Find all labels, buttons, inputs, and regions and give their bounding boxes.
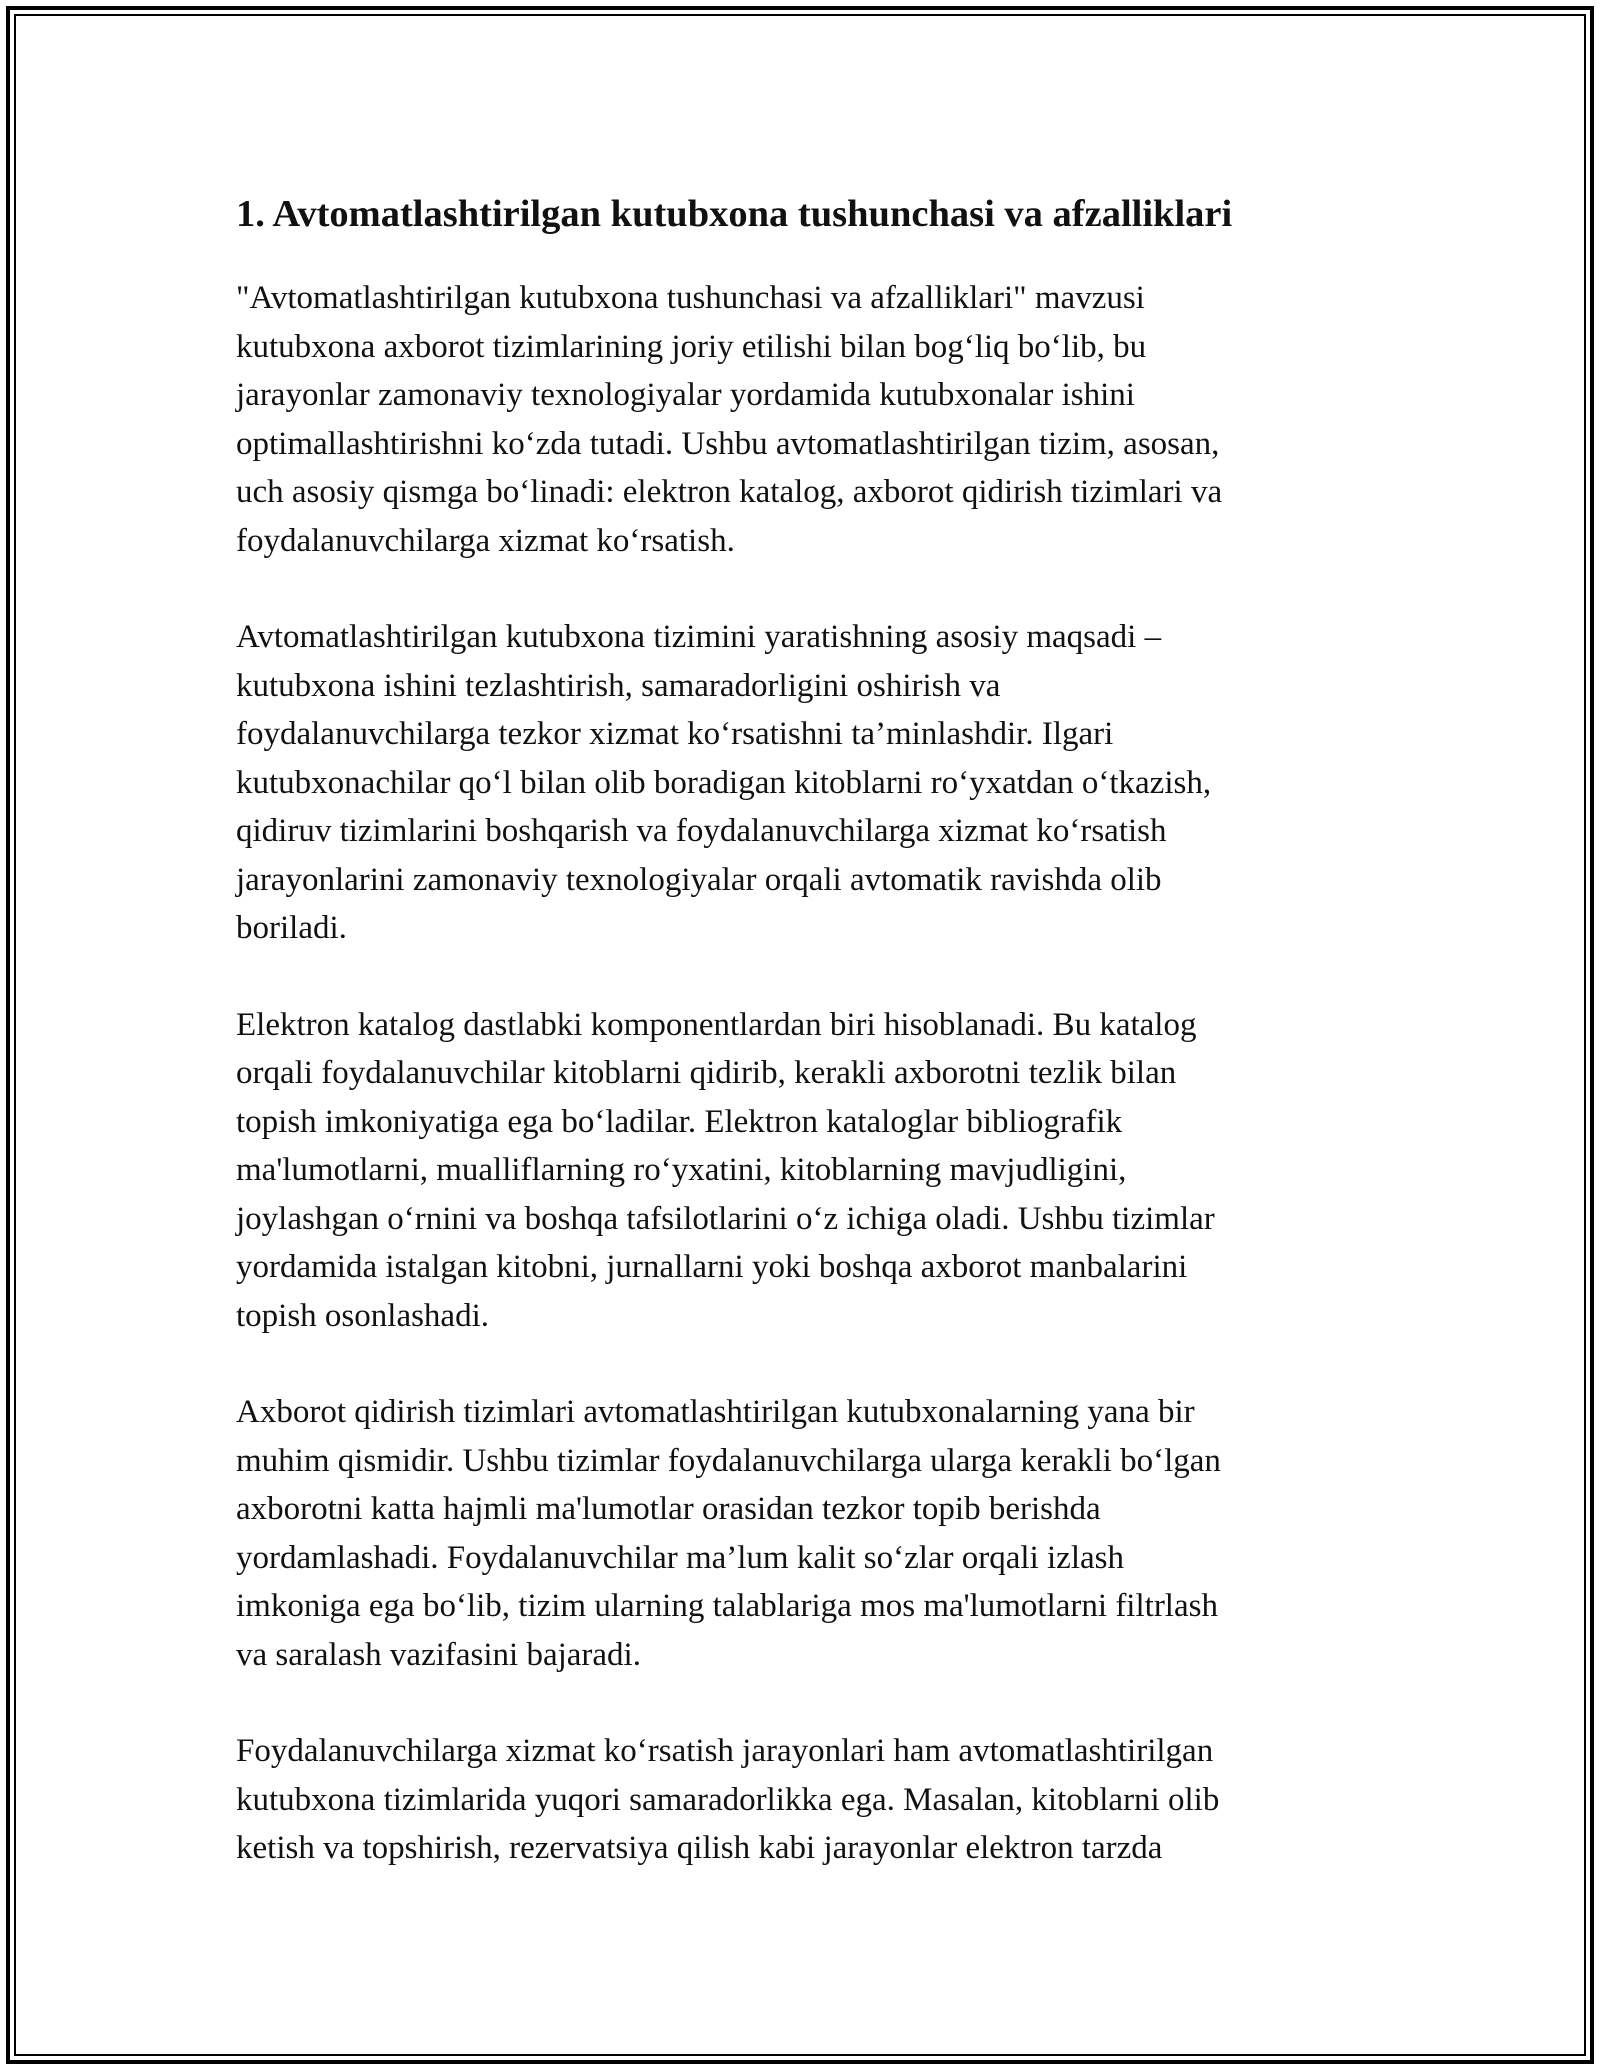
paragraph — [236, 274, 1376, 565]
document-body — [236, 186, 1376, 1921]
text-line: topish osonlashadi. — [236, 1297, 489, 1334]
text-line: Avtomatlashtirilgan kutubxona tizimini yaratishning asosiy maqsadi – — [236, 619, 1162, 655]
text-line: uch asosiy qismga bo‘linadi: elektron katalog, axborot qidirish tizimlari va — [236, 474, 1223, 510]
text-line: muhim qismidir. Ushbu tizimlar foydalanuvchilarga ularga kerakli bo‘lgan — [236, 1442, 1221, 1479]
text-line: Axborot qidirish tizimlari avtomatlashtirilgan kutubxonalarning yana bir — [236, 1394, 1195, 1430]
text-line: topish imkoniyatiga ega bo‘ladilar. Elektron kataloglar bibliografik — [236, 1103, 1123, 1140]
paragraph-list — [236, 274, 1376, 1873]
text-line: ketish va topshirish, rezervatsiya qilish kabi jarayonlar elektron tarzda — [236, 1830, 1163, 1866]
text-line: ma'lumotlarni, mualliflarning ro‘yxatini, kitoblarning mavjudligini, — [236, 1152, 1127, 1188]
text-line: jarayonlar zamonaviy texnologiyalar yordamida kutubxonalar ishini — [236, 377, 1135, 413]
text-line: optimallashtirishni ko‘zda tutadi. Ushbu avtomatlashtirilgan tizim, asosan, — [236, 425, 1220, 462]
text-line: yordamida istalgan kitobni, jurnallarni yoki boshqa axborot manbalarini — [236, 1249, 1188, 1285]
text-line: kutubxona tizimlarida yuqori samaradorlikka ega. Masalan, kitoblarni olib — [236, 1781, 1220, 1818]
text-line: qidiruv tizimlarini boshqarish va foydalanuvchilarga xizmat ko‘rsatish — [236, 813, 1167, 849]
paragraph — [236, 613, 1376, 953]
text-line: axborotni katta hajmli ma'lumotlar orasidan tezkor topib berishda — [236, 1491, 1101, 1527]
text-line: kutubxona axborot tizimlarining joriy etilishi bilan bog‘liq bo‘lib, bu — [236, 328, 1147, 365]
text-line: foydalanuvchilarga xizmat ko‘rsatish. — [236, 522, 735, 559]
text-line: kutubxonachilar qo‘l bilan olib boradigan kitoblarni ro‘yxatdan o‘tkazish, — [236, 764, 1212, 801]
paragraph — [236, 1001, 1376, 1341]
text-line: kutubxona ishini tezlashtirish, samaradorligini oshirish va — [236, 667, 1001, 704]
text-line: Elektron katalog dastlabki komponentlardan biri hisoblanadi. Bu katalog — [236, 1006, 1197, 1043]
section-heading: 1. Avtomatlashtirilgan kutubxona tushunchasi va afzalliklari — [236, 193, 1233, 235]
paragraph — [236, 1727, 1376, 1873]
text-line: imkoniga ega bo‘lib, tizim ularning talablariga mos ma'lumotlarni filtrlash — [236, 1588, 1218, 1624]
text-line: yordamlashadi. Foydalanuvchilar ma’lum kalit so‘zlar orqali izlash — [236, 1539, 1124, 1576]
text-line: va saralash vazifasini bajaradi. — [236, 1636, 641, 1673]
text-line: foydalanuvchilarga tezkor xizmat ko‘rsatishni ta’minlashdir. Ilgari — [236, 716, 1114, 752]
text-line: joylashgan o‘rnini va boshqa tafsilotlarini o‘z ichiga oladi. Ushbu tizimlar — [236, 1200, 1215, 1237]
text-line: orqali foydalanuvchilar kitoblarni qidirib, kerakli axborotni tezlik bilan — [236, 1055, 1177, 1091]
text-line: jarayonlarini zamonaviy texnologiyalar orqali avtomatik ravishda olib — [236, 861, 1162, 898]
text-line: boriladi. — [236, 910, 347, 946]
paragraph — [236, 1388, 1376, 1679]
text-line: Foydalanuvchilarga xizmat ko‘rsatish jarayonlari ham avtomatlashtirilgan — [236, 1733, 1214, 1769]
text-line: "Avtomatlashtirilgan kutubxona tushunchasi va afzalliklari" mavzusi — [236, 280, 1145, 316]
